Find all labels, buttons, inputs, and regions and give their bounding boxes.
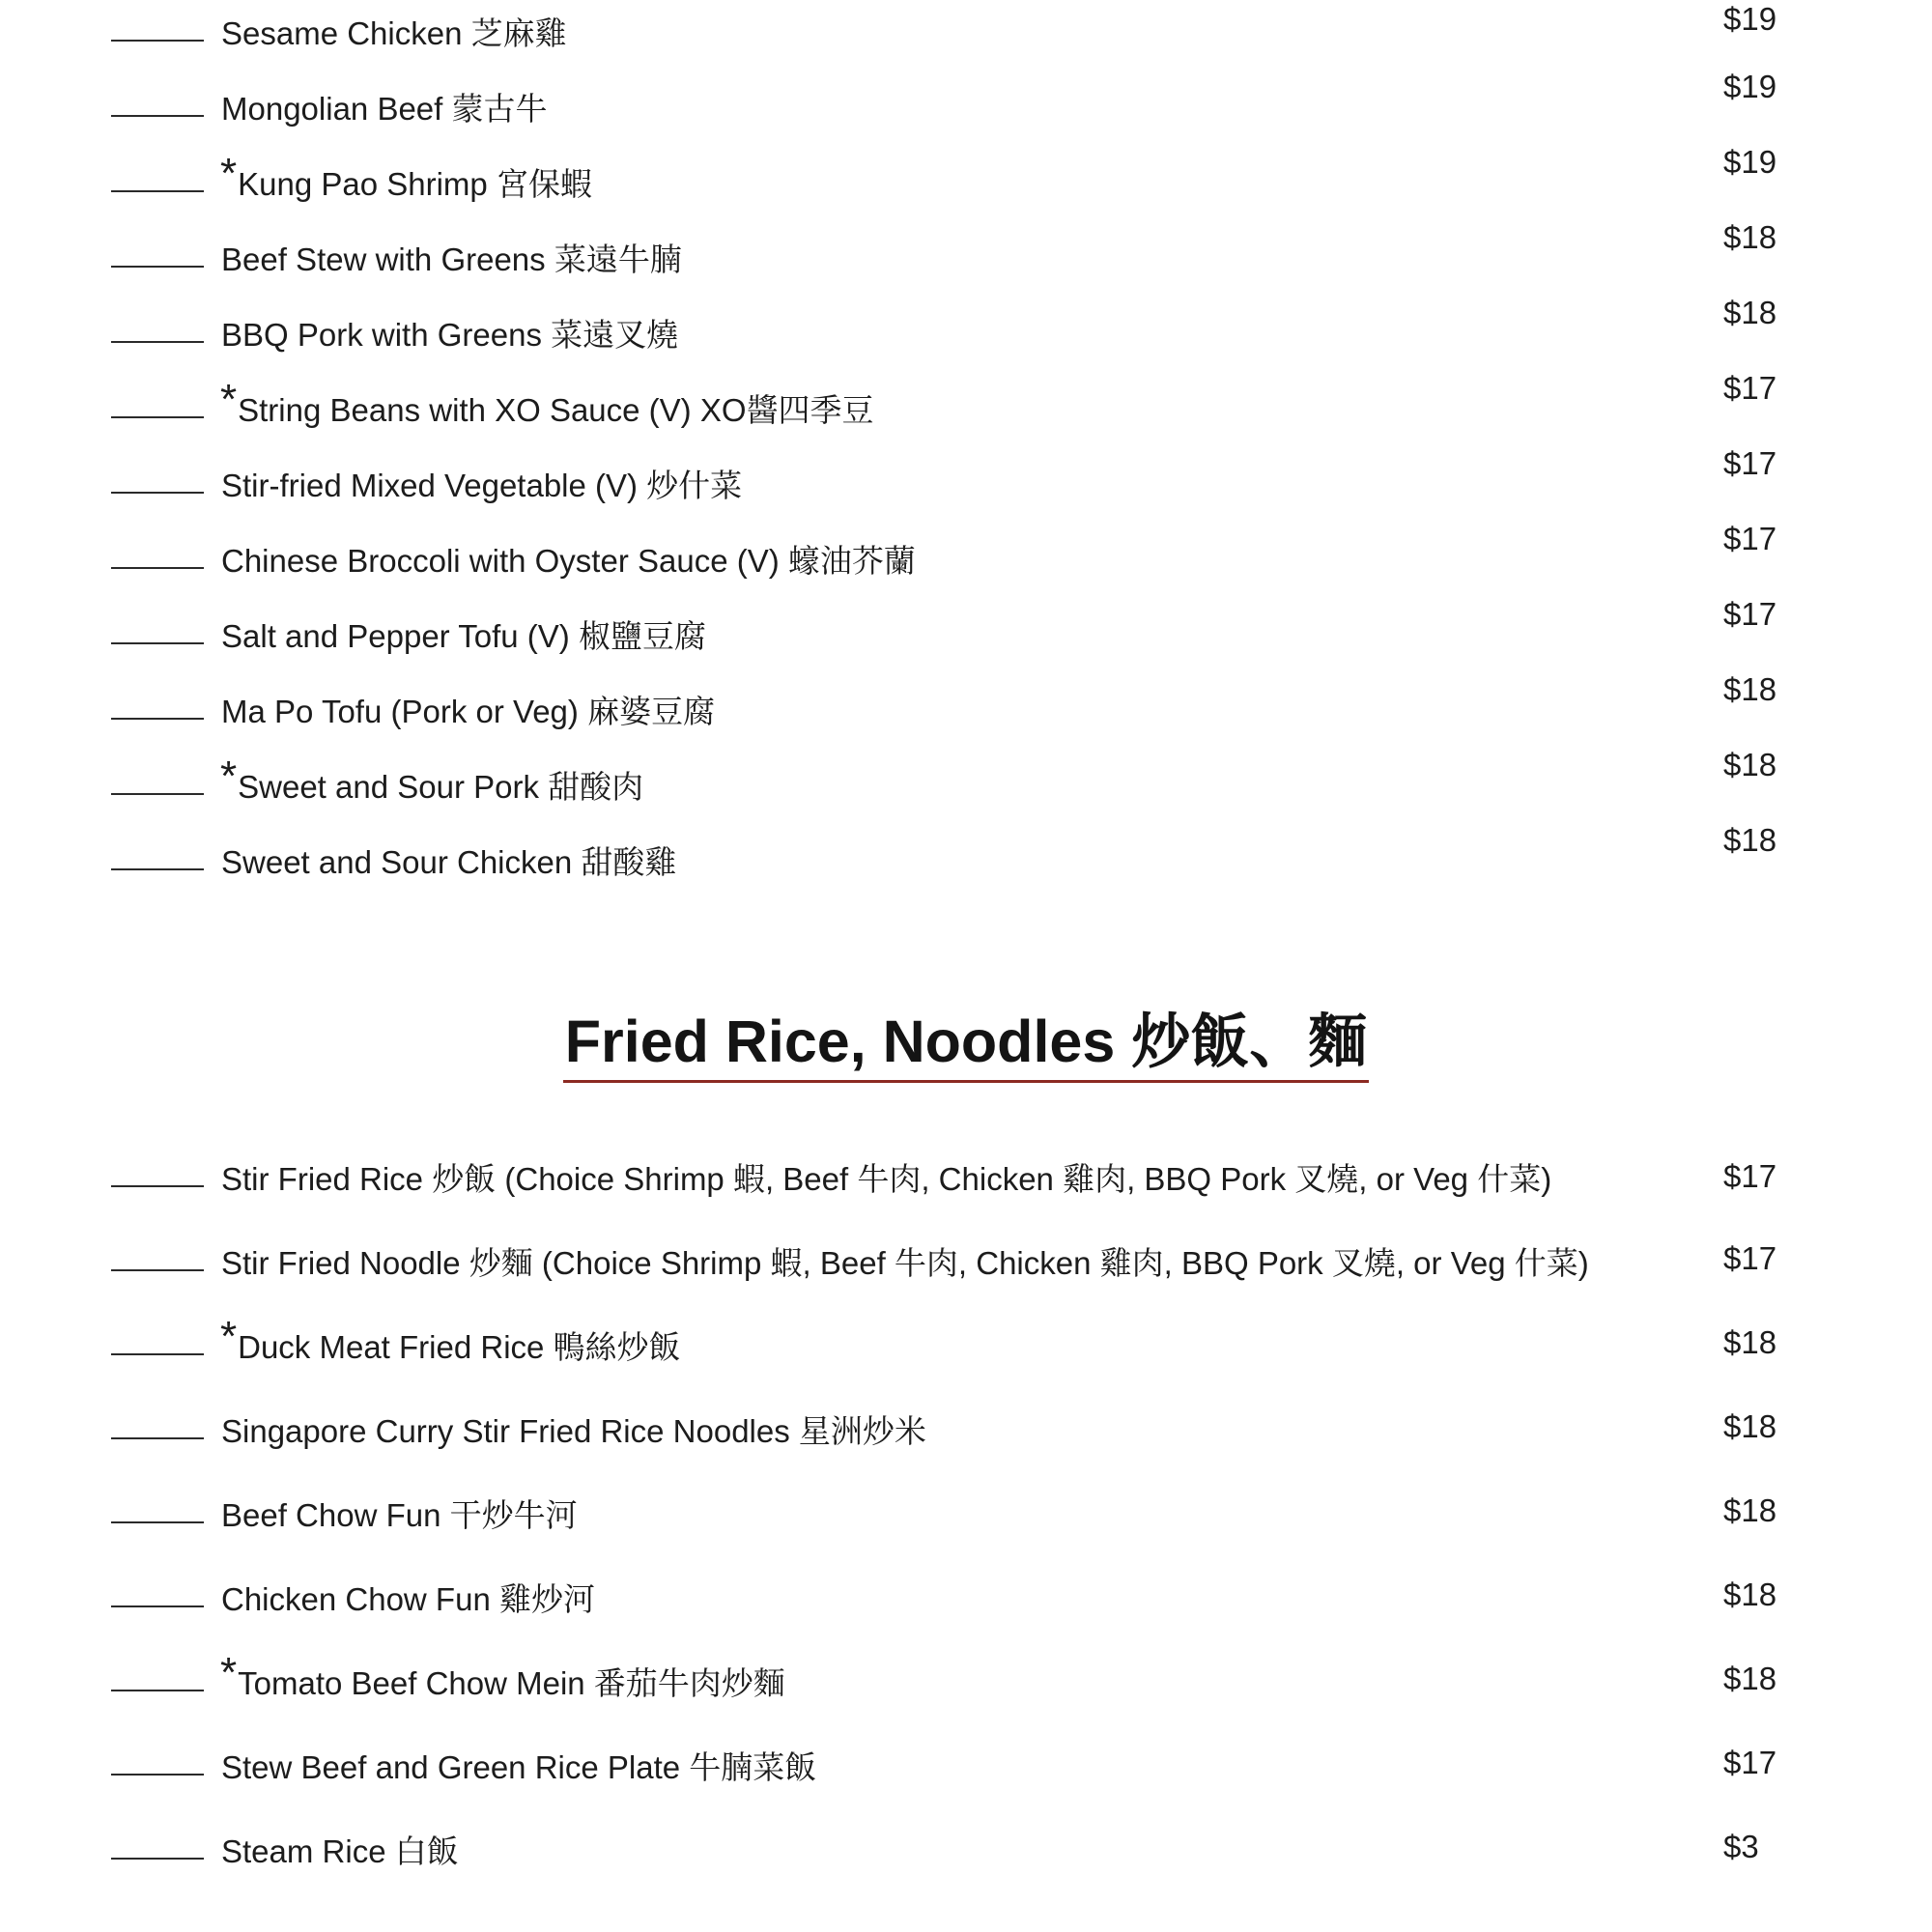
order-blank-line[interactable] <box>111 793 204 795</box>
order-blank-line[interactable] <box>111 718 204 720</box>
section-heading <box>0 1007 1932 1083</box>
item-price: $18 <box>1723 1324 1777 1360</box>
item-name: *Kung Pao Shrimp 宮保蝦 <box>220 150 592 202</box>
item-name: Beef Chow Fun 干炒牛河 <box>221 1497 578 1533</box>
item-name: *Tomato Beef Chow Mein 番茄牛肉炒麵 <box>220 1649 785 1701</box>
item-name: Singapore Curry Stir Fried Rice Noodles 星洲炒米 <box>221 1413 926 1449</box>
order-blank-line[interactable] <box>111 1858 204 1860</box>
menu-item <box>0 295 1932 371</box>
item-price: $17 <box>1723 1158 1777 1194</box>
order-blank-line[interactable] <box>111 1521 204 1523</box>
item-name: Sweet and Sour Chicken 甜酸雞 <box>221 844 677 880</box>
item-name: Stir Fried Noodle 炒麵 (Choice Shrimp 蝦, Beef 牛肉, Chicken 雞肉, BBQ Pork 叉燒, or Veg 什菜) <box>221 1245 1589 1281</box>
order-blank-line[interactable] <box>111 642 204 644</box>
star-marker: * <box>220 1313 238 1360</box>
order-blank-line[interactable] <box>111 1353 204 1355</box>
menu-item <box>0 1 1932 70</box>
section-title: Fried Rice, Noodles 炒飯、麵 <box>563 1007 1369 1083</box>
menu-item <box>0 822 1932 898</box>
menu-item <box>0 1241 1932 1299</box>
item-name: BBQ Pork with Greens 菜遠叉燒 <box>221 317 679 353</box>
item-name: Chicken Chow Fun 雞炒河 <box>221 1581 595 1617</box>
star-marker: * <box>220 753 238 800</box>
order-blank-line[interactable] <box>111 190 204 192</box>
item-price: $19 <box>1723 1 1777 37</box>
order-blank-line[interactable] <box>111 1185 204 1187</box>
item-price: $19 <box>1723 69 1777 104</box>
menu-item <box>0 219 1932 296</box>
order-blank-line[interactable] <box>111 1437 204 1439</box>
menu-item <box>0 1493 1932 1551</box>
item-price: $18 <box>1723 747 1777 782</box>
order-blank-line[interactable] <box>111 115 204 117</box>
item-price: $17 <box>1723 370 1777 406</box>
star-marker: * <box>220 376 238 423</box>
item-price: $18 <box>1723 219 1777 255</box>
item-name: Steam Rice 白飯 <box>221 1833 459 1869</box>
star-marker: * <box>220 1649 238 1696</box>
order-blank-line[interactable] <box>111 1605 204 1607</box>
menu-item <box>0 671 1932 748</box>
item-price: $17 <box>1723 596 1777 632</box>
order-blank-line[interactable] <box>111 266 204 268</box>
item-name: Stir Fried Rice 炒飯 (Choice Shrimp 蝦, Beef 牛肉, Chicken 雞肉, BBQ Pork 叉燒, or Veg 什菜) <box>221 1161 1552 1197</box>
menu-item <box>0 144 1932 220</box>
menu-item <box>0 1746 1932 1804</box>
menu-item <box>0 747 1932 823</box>
item-price: $18 <box>1723 1408 1777 1444</box>
item-price: $17 <box>1723 521 1777 556</box>
menu-item <box>0 1649 1932 1719</box>
item-name: *Sweet and Sour Pork 甜酸肉 <box>220 753 644 805</box>
item-price: $18 <box>1723 1492 1777 1528</box>
menu-item <box>0 1409 1932 1467</box>
item-price: $17 <box>1723 1240 1777 1276</box>
item-name: Mongolian Beef 蒙古牛 <box>221 91 548 127</box>
menu-item <box>0 1157 1932 1215</box>
order-blank-line[interactable] <box>111 1774 204 1776</box>
order-blank-line[interactable] <box>111 40 204 42</box>
item-name: *String Beans with XO Sauce (V) XO醬四季豆 <box>220 376 874 428</box>
item-name: Chinese Broccoli with Oyster Sauce (V) 蠔油芥蘭 <box>221 543 916 579</box>
order-blank-line[interactable] <box>111 567 204 569</box>
order-blank-line[interactable] <box>111 868 204 870</box>
order-blank-line[interactable] <box>111 1690 204 1691</box>
menu-item <box>0 1577 1932 1635</box>
item-price: $19 <box>1723 144 1777 180</box>
star-marker: * <box>220 150 238 197</box>
menu-item <box>0 370 1932 446</box>
item-name: Beef Stew with Greens 菜遠牛腩 <box>221 242 682 277</box>
order-blank-line[interactable] <box>111 416 204 418</box>
menu-item <box>0 445 1932 522</box>
item-name: Salt and Pepper Tofu (V) 椒鹽豆腐 <box>221 618 706 654</box>
item-price: $18 <box>1723 295 1777 330</box>
item-price: $17 <box>1723 1745 1777 1780</box>
item-price: $18 <box>1723 1577 1777 1612</box>
menu-item <box>0 1313 1932 1383</box>
order-blank-line[interactable] <box>111 492 204 494</box>
item-price: $18 <box>1723 822 1777 858</box>
item-name: Sesame Chicken 芝麻雞 <box>221 15 567 51</box>
item-price: $17 <box>1723 445 1777 481</box>
item-price: $18 <box>1723 1661 1777 1696</box>
item-name: Ma Po Tofu (Pork or Veg) 麻婆豆腐 <box>221 694 716 729</box>
menu-item <box>0 69 1932 145</box>
order-blank-line[interactable] <box>111 1269 204 1271</box>
item-name: Stir-fried Mixed Vegetable (V) 炒什菜 <box>221 468 743 503</box>
menu-item <box>0 1830 1932 1888</box>
item-name: Stew Beef and Green Rice Plate 牛腩菜飯 <box>221 1749 817 1785</box>
item-price: $18 <box>1723 671 1777 707</box>
item-price: $3 <box>1723 1829 1759 1864</box>
menu-item <box>0 521 1932 597</box>
menu-item <box>0 596 1932 672</box>
order-blank-line[interactable] <box>111 341 204 343</box>
item-name: *Duck Meat Fried Rice 鴨絲炒飯 <box>220 1313 681 1365</box>
